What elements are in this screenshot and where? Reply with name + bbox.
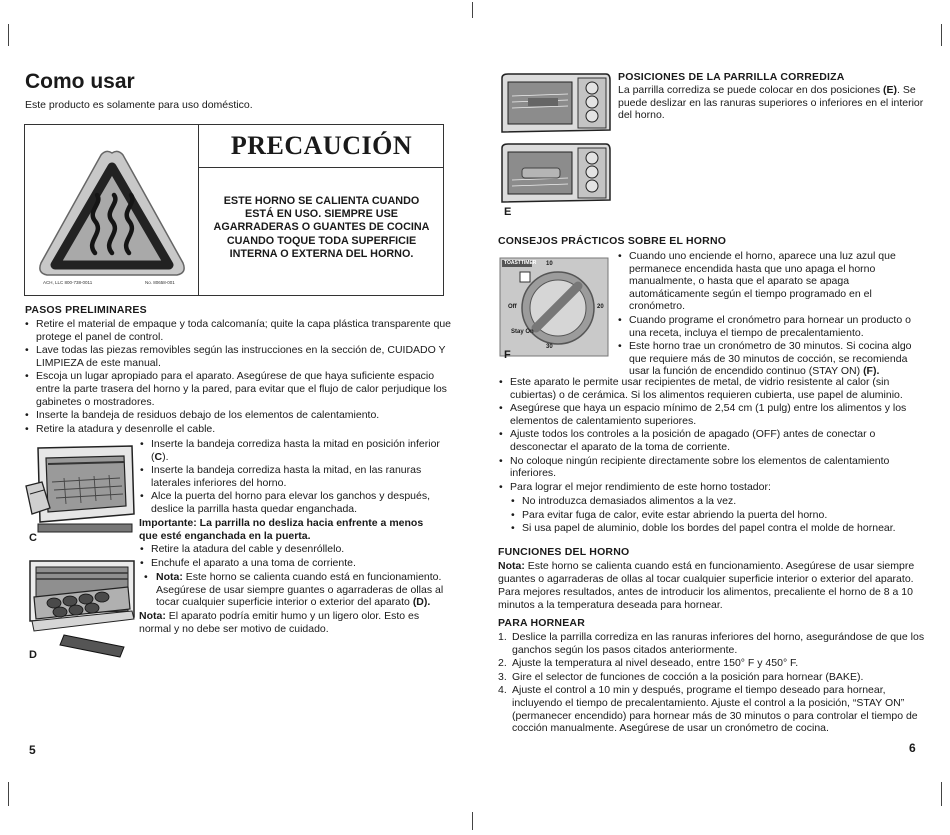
funciones-heading: FUNCIONES DEL HORNO [498,546,630,558]
crop-mark [941,24,942,46]
dial-tick-10: 10 [546,261,553,267]
list-item: 4. Ajuste el control a 10 min y después, programe el tiempo deseado para hornear, incluyendo el tiempo de precalentamiento. Ajuste el control a la posición, “STAY ON” (permanecer encendido) para hornear más de 30 minutos o para controlar el tiempo de cocción manualmente. Asegúrese de usar un cronómetro de cocina. [498,684,918,735]
hot-surface-warning-icon [33,145,191,287]
consejos-list [498,376,928,494]
importante-note: Importante: La parrilla no desliza hacia enfrente a menos que esté enganchada en la puerta. [139,517,424,542]
crop-mark [472,812,473,830]
list-item: • Ajuste todos los controles a la posición de apagado (OFF) antes de conectar o desconectar el aparato de la toma de corriente. [498,428,928,453]
steps-list [139,438,457,517]
hornear-steps [498,631,930,736]
list-item: • Para lograr el mejor rendimiento de este horno tostador: [498,481,928,494]
list-item: • Inserte la bandeja corrediza hasta la mitad en posición inferior (C). [139,438,457,463]
list-item: • Este aparato le permite usar recipientes de metal, de vidrio resistente al calor (sin cubiertas) o de cerámica. Si los alimentos requieren cubierta, use papel de aluminio. [498,376,928,401]
figure-label: F [504,349,511,361]
warning-label-right: No. 80658-001 [145,280,175,285]
figure-label: C [29,532,37,544]
caution-text [199,195,444,261]
list-item: • Cuando uno enciende el horno, aparece una luz azul que permanece encendida hasta que uno apaga el horno manualmente, o hasta que el aparato se apaga automáticamente según el tiempo programado en el cronómetro. [617,250,929,313]
funciones-note: Nota: Este horno se calienta cuando está en funcionamiento. Asegúrese de usar siempre guantes o agarraderas de ollas al tocar cualquier superficie interior o exterior del aparato. [498,560,915,585]
figure-c [24,444,136,548]
list-item: • No coloque ningún recipiente directamente sobre los elementos de calentamiento inferiores. [498,455,928,480]
caution-heading: PRECAUCIÓN [230,131,413,160]
figure-d [24,557,136,665]
page-number-left: 5 [29,743,36,757]
caution-line: ESTE HORNO SE CALIENTA CUANDO [223,195,420,207]
crop-mark [941,782,942,806]
figure-e [498,72,614,222]
page-subtitle: Este producto es solamente para uso doméstico. [25,99,253,111]
dial-off: Off [508,304,517,310]
warning-label-left: ACH, LLC 800-738-0011 [43,280,93,285]
caution-heading-rule [198,167,444,168]
oven-rack-illustration [24,444,136,548]
nota-hot: • Nota: Este horno se calienta cuando está en funcionamiento. Asegúrese de usar siempre guantes o agarraderas de ollas al tocar cualquier superficie interior o exterior del aparato (D). [144,571,444,609]
list-item: • No introduzca demasiados alimentos a la vez. [510,495,930,508]
list-item: • Este horno trae un cronómetro de 30 minutos. Si cocina algo que requiere más de 30 minutos de cocción, se recomienda usar la función de encendido continuo (STAY ON) (F). [617,340,929,378]
posiciones-text: La parrilla corrediza se puede colocar en dos posiciones (E). Se puede deslizar en las ranuras superiores o inferiores en el interior del horno. [618,84,924,122]
caution-line: INTERNA O EXTERNA DEL HORNO. [229,247,414,260]
list-item: • Inserte la bandeja de residuos debajo de los elementos de calentamiento. [24,409,454,422]
caution-line: AGARRADERAS O GUANTES DE COCINA [213,221,430,234]
list-item: • Lave todas las piezas removibles según las instrucciones en la sección de, CUIDADO Y LIMPIEZA de este manual. [24,344,454,369]
pasos-list [24,318,454,436]
list-item: • Escoja un lugar apropiado para el aparato. Asegúrese de que haya suficiente espacio entre la parte trasera del horno y la pared, para evitar que el flujo de calor perjudique los gabinetes o mostradores. [24,370,454,408]
caution-line: ESTÁ EN USO. SIEMPRE USE [245,208,398,221]
dial-tick-30: 30 [546,344,553,350]
crop-mark [8,24,9,46]
list-item: • Para evitar fuga de calor, evite estar abriendo la puerta del horno. [510,509,930,522]
list-item: • Asegúrese que haya un espacio mínimo de 2,54 cm (1 pulg) entre los alimentos y los elementos de calentamiento superiores. [498,402,928,427]
dial-stay-on: Stay On [511,329,534,335]
list-item: • Alce la puerta del horno para elevar los ganchos y después, deslice la parrilla hasta quedar enganchada. [139,490,457,515]
hornear-heading: PARA HORNEAR [498,617,585,629]
list-item: 2. Ajuste la temperatura al nivel deseado, entre 150° F y 450° F. [498,657,799,670]
funciones-paragraph: Para mejores resultados, antes de introducir los alimentos, precaliente el horno de 8 a 10 minutos a la temperatura deseada para hornear. [498,586,913,611]
list-item: • Retire la atadura y desenrolle el cable. [24,423,454,436]
crop-mark [472,2,473,18]
sub-bullet-list [510,495,930,536]
page-number-right: 6 [909,741,916,755]
oven-rack-positions-illustration [498,72,614,222]
consejos-heading: CONSEJOS PRÁCTICOS SOBRE EL HORNO [498,235,727,247]
figure-f [498,256,610,360]
list-item: 3. Gire el selector de funciones de cocción a la posición para hornear (BAKE). [498,670,864,683]
oven-door-rack-illustration [24,557,136,665]
list-item: • Cuando programe el cronómetro para hornear un producto o una receta, incluya el tiempo de precalentamiento. [617,314,929,339]
pasos-heading: PASOS PRELIMINARES [25,304,147,316]
caution-box [24,124,444,296]
list-item: • Inserte la bandeja corrediza hasta la mitad, en las ranuras laterales inferiores del horno. [139,464,457,489]
caution-line: CUANDO TOQUE TODA SUPERFICIE [226,234,417,247]
nota-smoke: Nota: El aparato podría emitir humo y un ligero olor. Esto es normal y no debe ser motivo de cuidado. [139,610,420,635]
list-item: • Enchufe el aparato a una toma de corriente. [139,557,457,570]
dial-brand: TOASTTIMER [504,260,537,266]
list-item: • Retire el material de empaque y toda calcomanía; quite la capa plástica transparente que protege el panel de control. [24,318,454,343]
consejos-side-list [617,250,929,379]
page-title: Como usar [25,70,135,93]
list-item: • Retire la atadura del cable y desenróllelo. [139,543,457,556]
list-item: • Si usa papel de aluminio, doble los bordes del papel contra el molde de hornear. [510,522,930,535]
figure-label: D [29,649,37,661]
dial-tick-20: 20 [597,304,604,310]
posiciones-heading: POSICIONES DE LA PARRILLA CORREDIZA [618,71,845,83]
crop-mark [8,782,9,806]
figure-label: E [504,206,512,218]
list-item: 1. Deslice la parrilla corrediza en las ranuras inferiores del horno, asegurándose de que los ganchos según los pasos citados anteriormente. [498,631,925,656]
steps-list-2 [139,543,457,570]
